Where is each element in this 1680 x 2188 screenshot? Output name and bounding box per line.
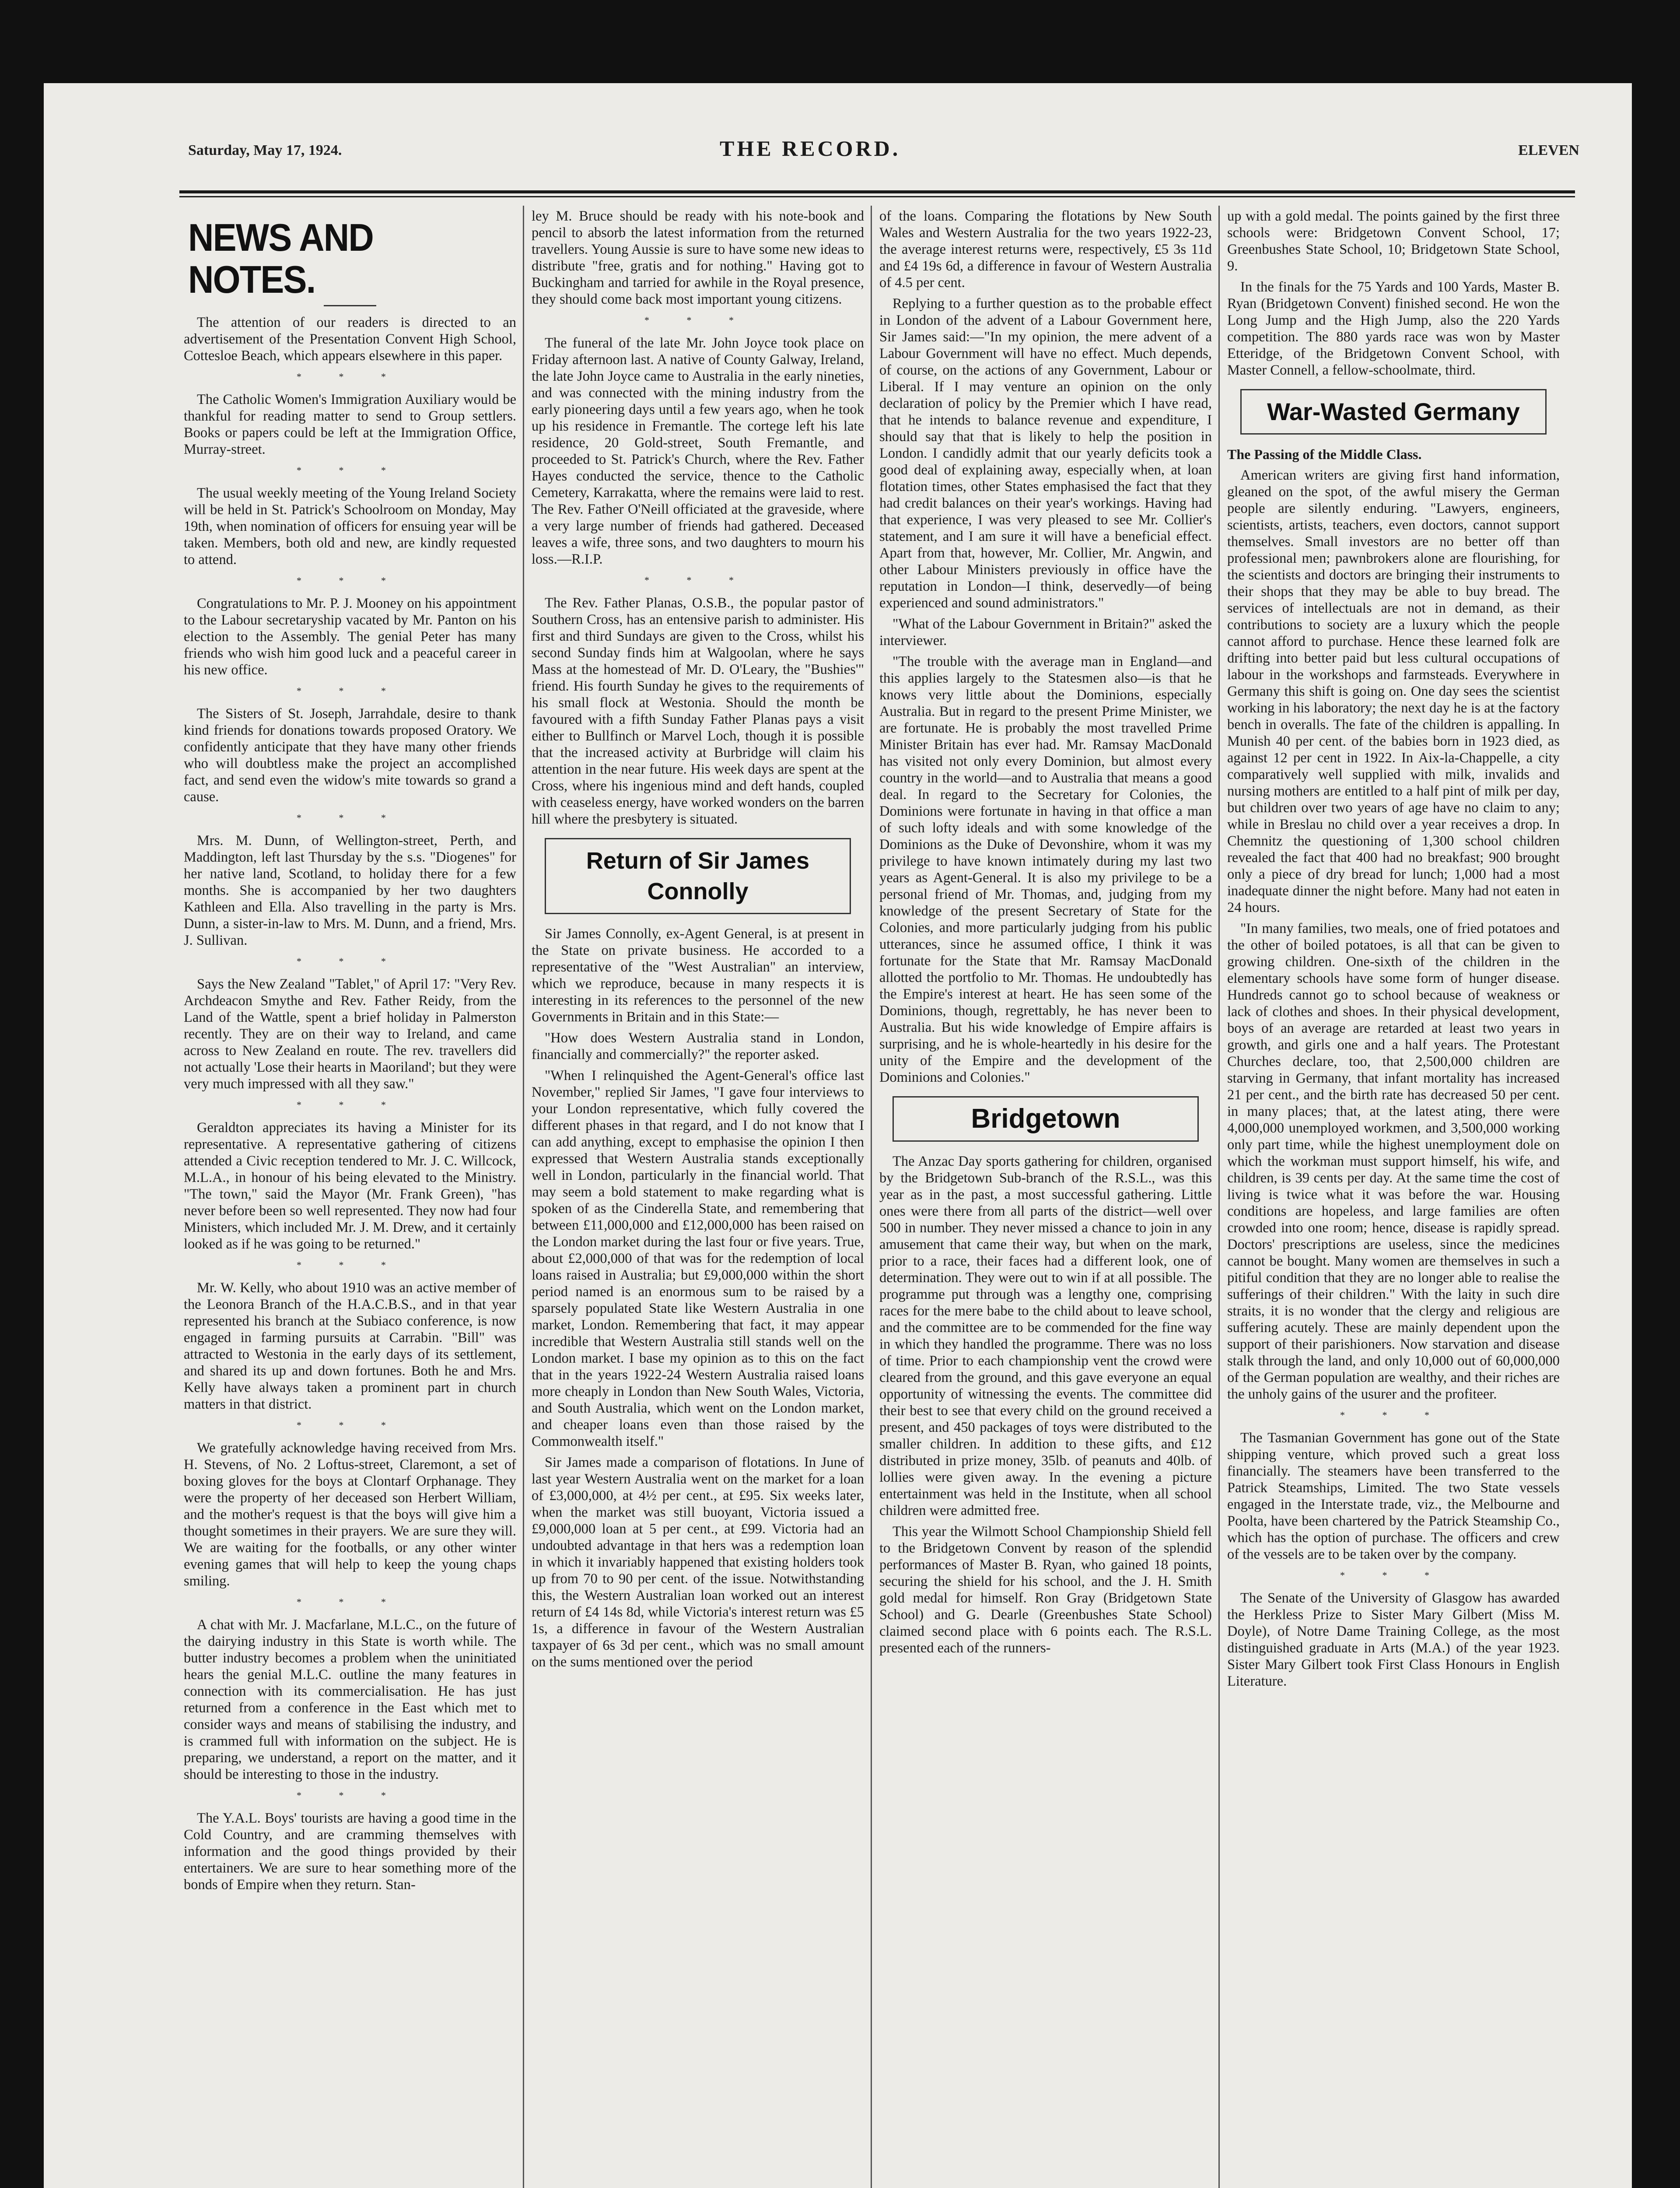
article-paragraph: American writers are giving first hand information, gleaned on the spot, of the awful misery the German people are silently enduring. "Lawyers, engineers, scientists, artists, teachers, even doctors, cannot support themselves. Small investors are no better off than professional men; pawnbrokers alone are flourishing, for the scientists and doctors are bringing their instruments to their shops that they may be able to buy bread. The services of intellectuals are not in demand, as their contributions to society are a luxury which the people cannot afford to purchase. Hence these learned folk are drifting into better paid but less cultural occupations of labour in the workshops and farmsteads. Everywhere in Germany this shift is going on. One day sees the scientist working in his laboratory; the next day he is at the factory bench in overalls. The fate of the children is appalling. In Munish 40 per cent. of the babies born in 1923 died, as against 12 per cent in 1922. In Aix-la-Chappelle, a city comparatively well supplied with milk, invalids and nursing mothers are entitled to a half pint of milk per day, but children over two years of age have no claim to any; while in Breslau no child over a year receives a drop. In Chemnitz the questioning of 1,300 school children revealed the fact that 400 had no breakfast; 900 brought only a piece of dry bread for lunch; 1,000 had a most inadequate dinner the night before. Many had not eaten in 24 hours.	[1227, 467, 1560, 915]
star-separator: * * *	[297, 812, 403, 823]
header-rule-bottom	[179, 196, 1575, 197]
article-paragraph: Says the New Zealand "Tablet," of April 17: "Very Rev. Archdeacon Smythe and Rev. Father Reidy, from the Land of the Wattle, spent a brief holiday in Palmerston recently. They are on their way to Ireland, and came across to New Zealand en route. The rev. travellers did not actually 'Lose their hearts in Maoriland'; but they were very much impressed with all they saw."	[184, 976, 516, 1092]
star-separator: * * *	[297, 371, 403, 382]
article-paragraph: This year the Wilmott School Championship Shield fell to the Bridgetown Convent by reason of the splendid performances of Master B. Ryan, who gained 18 points, securing the shield for his school, and the J. H. Smith gold medal for himself. Ron Gray (Bridgetown State School) and G. Dearle (Greenbushes State School) claimed second place with 6 points each. The R.S.L. presented each of the runners-	[879, 1524, 1212, 1656]
star-separator: * * *	[297, 1790, 403, 1801]
star-separator: * * *	[297, 1259, 403, 1270]
column-divider-1	[523, 206, 524, 2188]
article-paragraph: The funeral of the late Mr. John Joyce took place on Friday afternoon last. A native of County Galway, Ireland, the late John Joyce came to Australia in the early nineties, and was connected with the mining industry from the early pioneering days until a few years ago, when he took up his residence in Fremantle. The cortege left his late residence, 20 Gold-street, South Fremantle, and proceeded to St. Patrick's Church, where the Rev. Father Hayes conducted the service, thence to the Catholic Cemetery, Karrakatta, where the remains were laid to rest. The Rev. Father O'Neill officiated at the graveside, where a very large number of friends had gathered. Deceased leaves a wife, three sons, and two daughters to mourn his loss.—R.I.P.	[532, 335, 864, 567]
article-heading-return-of-sir-james-connolly: Return of Sir James Connolly	[545, 838, 851, 914]
article-paragraph: "What of the Labour Government in Britain?" asked the interviewer.	[879, 616, 1212, 649]
masthead-page-number: ELEVEN	[1518, 142, 1579, 158]
section-heading-news-and-notes: NEWS AND NOTES.	[188, 216, 374, 301]
column-divider-3	[1218, 206, 1220, 2188]
article-paragraph: The usual weekly meeting of the Young Ireland Society will be held in St. Patrick's Schoolroom on Monday, May 19th, when nomination of officers for ensuing year will be taken. Members, both old and new, are kindly requested to attend.	[184, 485, 516, 568]
star-separator: * * *	[297, 956, 403, 967]
article-paragraph: The Catholic Women's Immigration Auxiliary would be thankful for reading matter to send to Group settlers. Books or papers could be left at the Immigration Office, Murray-street.	[184, 392, 516, 457]
newspaper-page	[44, 83, 1632, 2188]
article-paragraph: We gratefully acknowledge having received from Mrs. H. Stevens, of No. 2 Loftus-street, Claremont, a set of boxing gloves for the boys at Clontarf Orphanage. They were the property of her deceased son Herbert William, and the mother's request is that the boys will give him a thought sometimes in their prayers. We are sure they will. We are waiting for the footballs, or any other winter evening games that will help to keep the young chaps smiling.	[184, 1440, 516, 1589]
star-separator: * * *	[297, 1596, 403, 1607]
article-paragraph: of the loans. Comparing the flotations by New South Wales and Western Australia for the two years 1922-23, the average interest returns were, respectively, £5 3s 11d and £4 19s 6d, a difference in favour of Western Australia of 4.5 per cent.	[879, 208, 1212, 291]
article-paragraph: Geraldton appreciates its having a Minister for its representative. A representative gathering of citizens attended a Civic reception tendered to Mr. J. C. Willcock, M.L.A., in honour of his being elevated to the Ministry. "The town," said the Mayor (Mr. Frank Green), "has never before been so well represented. They now had four Ministers, which included Mr. J. M. Drew, and it certainly looked as if he was going to be returned."	[184, 1120, 516, 1252]
article-paragraph: Mrs. M. Dunn, of Wellington-street, Perth, and Maddington, left last Thursday by the s.s. "Diogenes" for her native land, Scotland, to holiday there for a few months. She is accompanied by her two daughters Kathleen and Ella. Also travelling in the party is Mrs. Dunn, a sister-in-law to Mrs. M. Dunn, and a friend, Mrs. J. Sullivan.	[184, 833, 516, 948]
article-paragraph: "In many families, two meals, one of fried potatoes and the other of boiled potatoes, is all that can be given to growing children. One-sixth of the children in the elementary schools have some form of hunger disease. Hundreds cannot go to school because of weakness or lack of clothes and shoes. In their physical development, boys of an average are retarded at least two years in growth, and girls one and a half years. The Protestant Churches declare, too, that 2,500,000 children are starving in Germany, that infant mortality has increased 21 per cent., and the birth rate has decreased 50 per cent. in many places; that, at the latest ating, there were 4,000,000 unemployed workmen, and 3,500,000 working only part time, while the highest unemployment dole on which the workman must support himself, his wife, and children, is 39 cents per day. At the same time the cost of living is twice what it was before the war. Housing conditions are hopeless, and large families are often crowded into one room; hence, disease is rapidly spread. Doctors' prescriptions are useless, since the medicines cannot be bought. Many women are themselves in such a pitiful condition that they are no longer able to realise the sufferings of their children." With the laity in such dire straits, it is no wonder that the clergy and religious are suffering acutely. These are mainly dependent upon the support of their parishioners. Now starvation and disease stalk through the land, and only 10,000 out of 60,000,000 of the German population are wealthy, and their riches are the unholy gains of the usurer and the profiteer.	[1227, 921, 1560, 1402]
article-paragraph: The Sisters of St. Joseph, Jarrahdale, desire to thank kind friends for donations towards proposed Oratory. We confidently anticipate that they have many other friends who will doubtless make the project an accomplished fact, and send even the widow's mite towards so grand a cause.	[184, 706, 516, 805]
column-1	[184, 208, 516, 1897]
article-heading-war-wasted-germany: War-Wasted Germany	[1240, 389, 1547, 435]
article-paragraph: "When I relinquished the Agent-General's office last November," replied Sir James, "I gave four interviews to your London representative, which fully covered the different phases in that regard, and I do not know that I can add anything, except to emphasise the opinion I then expressed that Western Australia stands exceptionally well in London, particularly in the financial world. That may seem a bold statement to make regarding what is spoken of as the Cinderella State, and remembering that between £11,000,000 and £12,000,000 has been raised on the London market during the last four or five years. True, about £2,000,000 of that was for the redemption of local loans raised in Australia; but £9,000,000 within the short period named is an enormous sum to be raised by a sparsely populated State like Western Australia in one market, London. Remembering that fact, it may appear incredible that Western Australia still stands well on the London market. I base my opinion as to this on the fact that in the years 1922-24 Western Australia raised loans more cheaply in London than New South Wales, Victoria, and South Australia, which went on the London market, and cheaper loans even than those raised by the Commonwealth itself."	[532, 1068, 864, 1449]
star-separator: * * *	[297, 1420, 403, 1431]
star-separator: * * *	[644, 575, 751, 586]
article-subheading: The Passing of the Middle Class.	[1227, 446, 1422, 462]
masthead-date: Saturday, May 17, 1924.	[188, 142, 342, 158]
article-paragraph: The Tasmanian Government has gone out of the State shipping venture, which proved such a great loss financially. The steamers have been transferred to the Patrick Steamships, Limited. The two State vessels engaged in the Interstate trade, viz., the Melbourne and Poolta, have been chartered by the Patrick Steamship Co., which has the option of purchase. The officers and crew of the vessels are to be taken over by the company.	[1227, 1430, 1560, 1562]
article-paragraph: "How does Western Australia stand in London, financially and commercially?" the reporter asked.	[532, 1030, 864, 1062]
article-paragraph: Sir James Connolly, ex-Agent General, is at present in the State on private business. He accorded to a representative of the "West Australian" an interview, which we reproduce, because in many respects it is interesting in its references to the personnel of the new Governments in Britain and in this State:—	[532, 926, 864, 1025]
heading-rule	[324, 305, 376, 306]
column-2	[532, 208, 864, 1675]
column-3	[879, 208, 1212, 1661]
article-heading-bridgetown: Bridgetown	[892, 1096, 1199, 1142]
article-paragraph: up with a gold medal. The points gained by the first three schools were: Bridgetown Convent School, 17; Greenbushes State School, 10; Bridgetown State School, 9.	[1227, 208, 1560, 274]
star-separator: * * *	[644, 315, 751, 326]
article-paragraph: "The trouble with the average man in England—and this applies largely to the Statesmen also—is that he knows very little about the Dominions, especially Australia. But in regard to the present Prime Minister, we are fortunate. He is probably the most travelled Prime Minister Britain has ever had. Mr. Ramsay MacDonald has visited not only every Dominion, but almost every country in the world—and to Australia that means a good deal. In regard to the Secretary for Colonies, the Dominions were fortunate in having in that office a man of such lofty ideals and with some knowledge of the Dominions as the Duke of Devonshire, whom it was my privilege to have known intimately during my last two years as Agent-General. It is also my privilege to be a personal friend of Mr. Thomas, and, judging from my knowledge of the present Secretary of State for the Colonies, and more particularly judging from his public utterances, since he assumed office, I think it was fortunate for the State that Mr. Ramsay MacDonald allotted the portfolio to Mr. Thomas. He undoubtedly has the Empire's interest at heart. He has seen some of the Dominions, though, regrettably, he has never been to Australia. But his wide knowledge of Empire affairs is surprising, and he is whole-heartedly in his desire for the unity of the Empire and the development of the Dominions and Colonies."	[879, 654, 1212, 1085]
article-paragraph: The Rev. Father Planas, O.S.B., the popular pastor of Southern Cross, has an entensive parish to administer. His first and third Sundays are given to the Cross, whilst his second Sunday finds him at Walgoolan, where he says Mass at the homestead of Mr. D. O'Leary, the "Bushies'" friend. His fourth Sunday he gives to the requirements of his small flock at Westonia. Should the month be favoured with a fifth Sunday Father Planas pays a visit either to Bullfinch or Marvel Loch, though it is possible that the increased activity at Burbridge will claim his attention in the near future. His week days are spent at the Cross, where his ingenious mind and deft hands, coupled with ceaseless energy, have worked wonders on the barren hill where the presbytery is situated.	[532, 595, 864, 827]
article-paragraph: Congratulations to Mr. P. J. Mooney on his appointment to the Labour secretaryship vacated by Mr. Panton on his election to the Assembly. The genial Peter has many friends who wish him good luck and a peaceful career in his new office.	[184, 596, 516, 678]
star-separator: * * *	[297, 575, 403, 586]
article-paragraph: Replying to a further question as to the probable effect in London of the advent of a Labour Government here, Sir James said:—"In my opinion, the mere advent of a Labour Government will have no effect. Much depends, of course, on the actions of any Government, Labour or Liberal. If I may venture an opinion on the only declaration of policy by the Premier which I have read, that he intends to balance revenue and expenditure, I should say that that is likely to help the position in London. I candidly admit that our yearly deficits took a good deal of explaining away, especially when, at loan flotation times, other States emphasised the fact that they had credit balances on their year's workings. Having had that experience, I was very pleased to see Mr. Collier's statement, and I am sure it will have a beneficial effect. Apart from that, however, Mr. Collier, Mr. Angwin, and other Labour Ministers previously in office have the reputation in London—I think, deservedly—of being experienced and sound administrators."	[879, 296, 1212, 611]
article-paragraph: A chat with Mr. J. Macfarlane, M.L.C., on the future of the dairying industry in this State is worth while. The butter industry becomes a problem when the uninitiated hears the genial M.L.C. outline the many features in connection with its commercialisation. He has just returned from a conference in the East which met to consider ways and means of stabilising the industry, and is crammed full with information on the subject. He is preparing, we understand, a report on the matter, and it should be interesting to those in the industry.	[184, 1617, 516, 1782]
column-divider-2	[871, 206, 872, 2188]
star-separator: * * *	[297, 685, 403, 696]
masthead-title: THE RECORD.	[720, 136, 901, 161]
header-rule-top	[179, 190, 1575, 193]
article-paragraph: ley M. Bruce should be ready with his note-book and pencil to absorb the latest information from the returned travellers. Young Aussie is sure to have some new ideas to distribute "free, gratis and for nothing." Having got to Buckingham and tarried for awhile in the Royal presence, they should come back most important young citizens.	[532, 208, 864, 307]
article-paragraph: The Senate of the University of Glasgow has awarded the Herkless Prize to Sister Mary Gilbert (Miss M. Doyle), of Notre Dame Training College, as the most distinguished graduate in Arts (M.A.) of the year 1923. Sister Mary Gilbert took First Class Honours in English Literature.	[1227, 1590, 1560, 1689]
star-separator: * * *	[297, 465, 403, 476]
article-paragraph: The attention of our readers is directed to an advertisement of the Presentation Convent High School, Cottesloe Beach, which appears elsewhere in this paper.	[184, 315, 516, 364]
article-paragraph: Mr. W. Kelly, who about 1910 was an active member of the Leonora Branch of the H.A.C.B.S., and in that year represented his branch at the Subiaco conference, is now engaged in farming pursuits at Carrabin. "Bill" was attracted to Westonia in the early days of its settlement, and shared its up and down fortunes. Both he and Mrs. Kelly have always taken a prominent part in church matters in that district.	[184, 1280, 516, 1412]
column-4	[1227, 208, 1560, 1694]
article-paragraph: The Y.A.L. Boys' tourists are having a good time in the Cold Country, and are cramming themselves with information and the good things provided by their entertainers. We are sure to hear something more of the bonds of Empire when they return. Stan-	[184, 1810, 516, 1893]
star-separator: * * *	[1340, 1410, 1447, 1420]
article-paragraph: In the finals for the 75 Yards and 100 Yards, Master B. Ryan (Bridgetown Convent) finished second. He won the Long Jump and the High Jump, also the 220 Yards competition. The 880 yards race was won by Master Etteridge, of the Bridgetown Convent School, with Master Connell, a fellow-schoolmate, third.	[1227, 279, 1560, 378]
star-separator: * * *	[1340, 1570, 1447, 1581]
star-separator: * * *	[297, 1099, 403, 1110]
article-paragraph: The Anzac Day sports gathering for children, organised by the Bridgetown Sub-branch of the R.S.L., was this year as in the past, a most successful gathering. Little ones were there from all parts of the district—well over 500 in number. They never missed a chance to join in any amusement that came their way, but when on the mark, prior to a race, their faces had a different look, one of determination. They were out to win if at all possible. The programme put through was a lengthy one, comprising races for the mere babe to the child about to leave school, and the committee are to be commended for the fine way in which they handled the programme. There was no loss of time. Prior to each championship vent the crowd were cleared from the ground, and this gave everyone an equal opportunity of witnessing the events. The committee did their best to see that every child on the ground received a present, and 450 packages of toys were distributed to the smaller children. In addition to these gifts, and £12 distributed in prize money, 35lb. of peanuts and 40lb. of lollies were given away. In the evening a picture entertainment was held in the Institute, when all school children were admitted free.	[879, 1154, 1212, 1518]
article-paragraph: Sir James made a comparison of flotations. In June of last year Western Australia went on the market for a loan of £3,000,000, at 4½ per cent., at £95. Six weeks later, when the market was still buoyant, Victoria issued a £9,000,000 loan at 5 per cent., at £99. Victoria had an undoubted advantage in that hers was a redemption loan in which it invariably happened that existing holders took up from 70 to 90 per cent. of the issue. Notwithstanding this, the Western Australian loan worked out an interest return of £4 14s 8d, while Victoria's interest return was £5 1s, a difference in favour of the Western Australian taxpayer of 6s 3d per cent., which was no small amount on the sums mentioned over the period	[532, 1455, 864, 1670]
